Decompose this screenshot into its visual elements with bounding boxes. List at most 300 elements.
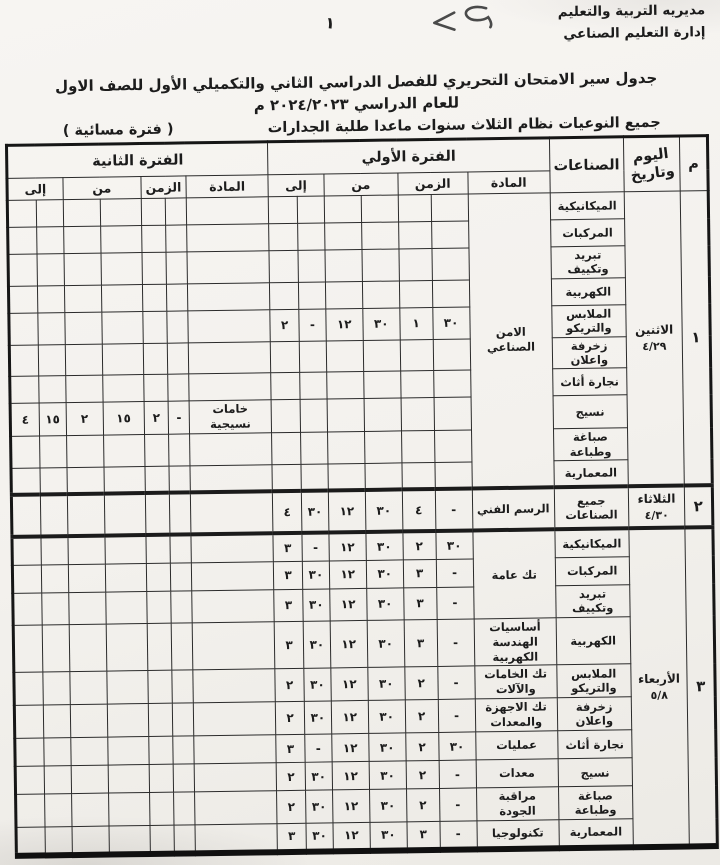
cell-subject-period2	[190, 492, 273, 535]
cell-period1-time: ٢	[276, 762, 305, 790]
cell-period1-time	[300, 399, 327, 432]
evening-period-note: ( فترة مسائية )	[62, 121, 174, 140]
cell-industry: المعمارية	[559, 819, 633, 848]
cell-period1-time: -	[299, 309, 326, 341]
cell-subject-period2	[194, 763, 277, 792]
cell-period1-time: ٢	[405, 733, 438, 761]
cell-industry: نجارة أثاث	[557, 730, 631, 759]
cell-period2-time	[11, 495, 41, 537]
cell-period1-time	[297, 196, 324, 223]
cell-period1-time	[362, 281, 399, 309]
cell-period2-time	[171, 591, 192, 623]
cell-period2-time	[174, 792, 195, 825]
cell-period2-time	[150, 825, 175, 853]
cell-period2-time	[172, 670, 193, 703]
cell-subject-period2	[190, 465, 273, 493]
cell-period2-time	[68, 592, 105, 624]
cell-period2-time	[37, 227, 64, 254]
cell-period2-time	[170, 535, 191, 563]
cell-period2-time	[65, 375, 102, 403]
cell-period2-time	[11, 468, 40, 495]
cell-period1-time: -	[305, 734, 332, 762]
col-header-period2: الفترة الثانية	[6, 142, 268, 179]
cell-period1-time: ٣٠	[366, 532, 403, 561]
cell-period1-time: ٣٠	[369, 761, 406, 790]
cell-period1-time: ٤	[273, 491, 302, 533]
cell-period1-time	[361, 222, 398, 250]
cell-period1-time: ٢	[406, 761, 439, 789]
cell-period1-time	[400, 371, 433, 398]
cell-period1-time	[398, 221, 431, 248]
cell-period1-time	[271, 400, 300, 433]
col-header-day-line1: اليوم	[631, 145, 670, 166]
cell-period2-time	[40, 467, 67, 494]
cell-period1-time: ٣٠	[368, 700, 405, 733]
cell-day-date-line2: ٤/٢٩	[642, 339, 667, 353]
cell-period1-time	[364, 431, 401, 463]
cell-period1-time: -	[436, 587, 473, 619]
cell-section-number: ٢	[685, 485, 713, 527]
org-line2: إدارة التعليم الصناعي	[563, 23, 706, 42]
cell-period1-time: ٤	[402, 489, 435, 531]
cell-period2-time	[71, 765, 108, 794]
cell-period1-time: ٣٠	[366, 560, 403, 589]
document-title: جدول سير الامتحان التحريري للفصل الدراسي الثاني والتكميلي الأول للصف الاول	[54, 68, 658, 96]
cell-period1-time	[325, 281, 362, 309]
cell-period2-time	[148, 703, 173, 736]
cell-period1-time	[363, 371, 400, 399]
cell-period2-time	[8, 227, 37, 254]
cell-period2-time	[72, 826, 109, 855]
cell-period1-time: ٣	[273, 561, 302, 589]
cell-period1-time: ٢	[406, 789, 439, 822]
cell-period2-time: ١٥	[103, 402, 145, 435]
cell-period1-time	[324, 195, 361, 223]
cell-period1-time: ١٢	[328, 490, 366, 533]
cell-period2-time	[101, 253, 143, 285]
cell-period2-time	[16, 794, 45, 827]
cell-subject-period2	[194, 735, 277, 764]
cell-period1-time: ٣٠	[306, 790, 333, 823]
cell-period2-time	[15, 738, 44, 766]
cell-day-date	[629, 528, 690, 847]
cell-period1-time: ١	[399, 307, 432, 339]
cell-period1-time: ٢	[277, 790, 306, 823]
cell-subject-period2	[189, 433, 272, 466]
cell-subject-period2	[193, 702, 276, 736]
cell-period1-time: ٣٠	[368, 733, 405, 762]
cell-subject-period2	[186, 197, 269, 225]
cell-period2-time	[11, 436, 40, 468]
cell-period2-time	[15, 766, 44, 794]
cell-day-date-line1: الأربعاء	[637, 671, 681, 686]
cell-period1-time	[401, 398, 434, 431]
cell-industry: الكهربية	[556, 616, 631, 665]
cell-period1-time	[361, 195, 398, 223]
cell-period1-time: ٣٠	[301, 491, 328, 533]
cell-industry: الميكانيكية	[555, 529, 629, 558]
academic-year-line: للعام الدراسي ٢٠٢٤/٢٠٢٣ م	[253, 93, 460, 115]
cell-subject-period2	[192, 590, 275, 623]
col-header-period1: الفترة الأولي	[268, 138, 550, 175]
cell-period1-time: ٣٠	[363, 308, 400, 340]
cell-period2-time	[13, 625, 43, 673]
cell-period2-time	[100, 226, 141, 254]
table-body	[7, 191, 717, 856]
cell-period2-time	[149, 736, 174, 764]
cell-period1-time: ٣٠	[432, 307, 469, 339]
cell-subject-period1: تك الاجهزة والمعدات	[475, 698, 558, 732]
cell-period1-time: ٣	[407, 821, 440, 849]
cell-period1-time	[271, 373, 300, 400]
cell-period2-time	[12, 537, 41, 565]
cell-period1-time: ٣٠	[435, 531, 472, 560]
cell-subject-period2	[187, 283, 270, 311]
cell-period1-time	[270, 282, 299, 309]
cell-section-number: ١	[680, 191, 712, 486]
cell-subject-period2	[194, 791, 277, 825]
cell-period1-time: ٣	[404, 619, 438, 667]
cell-period1-time: ٢	[275, 669, 304, 702]
cell-period2-time: -	[168, 401, 189, 434]
cell-subject-period2	[187, 251, 270, 284]
cell-subject-period1: معدات	[476, 759, 559, 788]
cell-period1-time: -	[302, 533, 329, 561]
cell-period2-time	[45, 794, 72, 827]
cell-period2-time	[41, 564, 68, 592]
cell-period2-time	[9, 344, 38, 376]
cell-period2-time	[64, 285, 101, 313]
cell-period1-time: ١٢	[332, 790, 369, 823]
cell-industry: زخرفة واعلان	[557, 697, 631, 731]
cell-period1-time: ٣٠	[304, 701, 331, 734]
cell-period2-time	[144, 434, 169, 466]
cell-period1-time	[435, 462, 472, 490]
cell-period1-time	[272, 464, 301, 491]
cell-industry: الكهربية	[551, 278, 625, 306]
cell-period2-time	[105, 535, 146, 564]
cell-period2-time	[42, 624, 69, 672]
col-header-duration-p1: الزمن	[398, 172, 468, 195]
cell-period1-time: ٢	[405, 667, 438, 700]
cell-period1-time	[270, 341, 299, 373]
cell-period2-time	[16, 827, 45, 855]
col-header-industries: الصناعات	[549, 137, 624, 193]
cell-period1-time	[433, 370, 470, 398]
cell-period2-time	[107, 671, 149, 704]
cell-day-date-line1: الثلاثاء	[637, 491, 676, 507]
col-header-day-line2: وتاريخ	[630, 162, 676, 184]
cell-period2-time	[149, 792, 174, 825]
cell-subject-period2	[188, 310, 271, 343]
cell-period1-time	[399, 248, 432, 280]
cell-period1-time	[431, 221, 468, 249]
cell-period2-time	[174, 764, 195, 792]
cell-period2-time	[70, 672, 107, 705]
cell-period2-time	[14, 705, 43, 738]
cell-subject-period1: الرسم الفني	[472, 488, 555, 531]
cell-period1-time: ١٢	[333, 822, 370, 851]
cell-period2-time	[141, 225, 166, 252]
cell-industry: نسيج	[553, 395, 627, 429]
cell-period2-time	[102, 343, 144, 375]
cell-period2-time	[41, 536, 68, 564]
cell-section-number: ٣	[685, 527, 717, 846]
cell-period2-time	[38, 312, 65, 344]
cell-subject-period2	[195, 824, 278, 853]
cell-period2-time	[104, 466, 145, 494]
cell-period1-time: ٣٠	[302, 561, 329, 589]
cell-subject-period2	[187, 224, 270, 252]
cell-period2-time: ١٥	[39, 403, 66, 436]
cell-period1-time: -	[439, 760, 476, 789]
top-area	[0, 0, 716, 69]
cell-period1-time: ٣٠	[303, 621, 330, 669]
cell-period1-time	[301, 432, 328, 464]
cell-subject-period1: مراقبة الجودة	[476, 787, 559, 821]
cell-period2-time	[145, 466, 170, 493]
cell-period1-time	[324, 222, 361, 250]
cell-period1-time: ٣٠	[438, 732, 475, 761]
cell-subject-period2	[192, 621, 275, 670]
cell-period2-time	[64, 253, 101, 285]
cell-period2-time	[143, 374, 168, 401]
cell-period2-time	[168, 374, 189, 401]
cell-period2-time	[168, 342, 189, 374]
cell-period2-time	[146, 591, 171, 623]
cell-period1-time	[300, 372, 327, 399]
cell-period1-time: ٣	[403, 587, 436, 619]
cell-period1-time	[400, 339, 433, 371]
col-header-day-date	[621, 133, 684, 194]
cell-period1-time: ١٢	[332, 762, 369, 791]
cell-period2-time	[12, 565, 41, 593]
cell-period2-time	[67, 494, 105, 537]
cell-period2-time	[147, 623, 172, 671]
cell-period1-time: ٢	[275, 702, 304, 735]
cell-period2-time	[70, 737, 107, 766]
cell-period2-time	[141, 198, 166, 225]
cell-period1-time: -	[438, 699, 475, 732]
cell-industry: الملابس والتريكو	[552, 305, 626, 338]
cell-period2-time	[64, 312, 101, 344]
col-header-number: م	[680, 136, 708, 191]
cell-period1-time: ١٢	[326, 308, 363, 340]
cell-period1-time	[362, 249, 399, 281]
cell-period2-time	[101, 311, 143, 343]
cell-period1-time: -	[440, 821, 477, 850]
cell-industry: نسيج	[558, 758, 632, 787]
cell-period2-time	[173, 736, 194, 764]
cell-period1-time	[434, 397, 471, 430]
cell-period2-time: ٢	[66, 402, 103, 435]
table-header	[6, 136, 708, 201]
cell-period2-time	[143, 343, 168, 375]
cell-period2-time	[44, 766, 71, 794]
cell-period2-time	[67, 467, 104, 495]
cell-period1-time	[363, 339, 400, 371]
cell-period2-time	[37, 285, 64, 312]
cell-period1-time	[401, 431, 434, 463]
cell-period2-time	[44, 738, 71, 766]
cell-period1-time	[298, 223, 325, 250]
cell-period2-time	[104, 493, 146, 536]
cell-industry: الملابس والتريكو	[557, 664, 631, 698]
cell-period1-time	[326, 372, 363, 400]
cell-period1-time	[272, 432, 301, 464]
cell-day-date	[628, 486, 685, 529]
cell-period1-time	[433, 338, 470, 370]
cell-period1-time	[432, 248, 469, 280]
cell-period2-time	[13, 593, 42, 625]
cell-period2-time	[14, 672, 43, 705]
cell-period2-time: ٢	[144, 401, 169, 434]
cell-period2-time	[148, 671, 173, 704]
cell-subject-period1: تك عامة	[472, 530, 555, 619]
cell-period1-time: ١٢	[329, 532, 366, 561]
cell-period2-time	[173, 703, 194, 736]
cell-period2-time	[40, 436, 67, 468]
cell-period1-time	[365, 463, 402, 491]
cell-period1-time: ٣	[274, 589, 303, 621]
cell-period1-time	[268, 196, 297, 223]
cell-period2-time	[63, 226, 100, 254]
col-header-to-p1: إلى	[268, 174, 324, 197]
cell-period1-time: ٣٠	[365, 490, 403, 533]
cell-period1-time: ١٢	[331, 734, 368, 763]
cell-period2-time	[43, 672, 70, 705]
cell-period2-time	[66, 435, 103, 467]
cell-industry: المعمارية	[554, 460, 628, 488]
cell-period1-time	[299, 340, 326, 372]
cell-subject-period2	[188, 341, 271, 374]
cell-period2-time	[107, 737, 148, 766]
cell-period1-time	[402, 462, 435, 489]
cell-period2-time	[103, 435, 145, 467]
cell-period2-time	[172, 622, 193, 670]
cell-industry: الميكانيكية	[550, 192, 624, 220]
cell-period1-time	[434, 430, 471, 462]
cell-subject-period1: عمليات	[475, 731, 558, 760]
cell-industry: تبريد وتكييف	[551, 246, 625, 279]
cell-period1-time: ٣٠	[304, 668, 331, 701]
cell-subject-period1: تكنولوجيا	[477, 820, 560, 849]
col-header-subject-p1: المادة	[467, 171, 550, 194]
exam-schedule-table	[5, 134, 719, 858]
col-header-subject-p2: المادة	[186, 175, 269, 198]
cell-period2-time	[169, 466, 190, 493]
cell-period1-time	[301, 464, 328, 491]
cell-period2-time	[166, 225, 187, 252]
cell-period1-time: ١٢	[329, 588, 366, 620]
cell-period2-time	[109, 826, 150, 855]
cell-period2-time	[43, 705, 70, 738]
page-number: ١	[324, 12, 337, 33]
cell-period1-time: -	[439, 788, 476, 821]
cell-industry: جميع الصناعات	[554, 487, 629, 530]
cell-period2-time	[36, 200, 63, 227]
cell-period2-time	[169, 434, 190, 466]
cell-period2-time	[105, 591, 147, 623]
cell-period2-time	[45, 827, 72, 855]
cell-period1-time	[327, 432, 364, 464]
cell-industry: تبريد وتكييف	[555, 585, 629, 618]
cell-industry: المركبات	[555, 557, 629, 586]
cell-period1-time: ٣٠	[370, 822, 407, 851]
cell-period2-time	[9, 313, 38, 345]
cell-period2-time	[40, 494, 67, 536]
cell-period1-time	[399, 280, 432, 307]
cell-period1-time	[328, 463, 365, 491]
cell-period2-time	[65, 344, 102, 376]
cell-subject-period2	[189, 373, 272, 401]
cell-period1-time: ١٢	[331, 701, 368, 734]
cell-period2-time	[42, 592, 69, 624]
cell-period1-time: ٣٠	[367, 620, 405, 668]
cell-period2-time	[37, 254, 64, 286]
col-header-from-p2: من	[63, 177, 141, 200]
cell-period2-time	[108, 793, 150, 826]
cell-period1-time: ٣٠	[305, 762, 332, 790]
cell-period1-time	[269, 223, 298, 250]
cell-period2-time	[8, 286, 37, 313]
cell-period1-time: -	[437, 619, 475, 667]
cell-period2-time	[38, 344, 65, 376]
cell-period1-time: ٣	[274, 621, 304, 669]
cell-period1-time: ٢	[403, 531, 436, 559]
cell-period2-time	[68, 564, 105, 593]
cell-period2-time	[39, 376, 66, 403]
cell-period2-time	[63, 199, 100, 227]
cell-period2-time	[171, 563, 192, 591]
cell-industry: صباغة وطباعة	[553, 428, 627, 461]
cell-period2-time	[69, 624, 107, 672]
cell-period1-time: ١٢	[331, 668, 368, 701]
cell-period1-time	[269, 250, 298, 282]
cell-period2-time	[102, 375, 143, 403]
cell-period1-time: ٣٠	[303, 589, 330, 621]
cell-day-date	[624, 191, 685, 487]
org-header	[549, 0, 706, 45]
subtitle: جميع النوعيات نظام الثلاث سنوات ماعدا طلبة الجدارات	[267, 114, 661, 137]
cell-period2-time	[145, 493, 170, 535]
cell-period1-time: ٣	[276, 734, 305, 762]
cell-period1-time	[431, 194, 468, 222]
cell-period2-time	[105, 563, 146, 592]
cell-period2-time	[70, 704, 107, 737]
cell-period2-time	[7, 200, 36, 227]
handwritten-mark-icon	[410, 0, 507, 47]
cell-day-date-line1: الاثنين	[634, 322, 674, 338]
cell-period2-time	[146, 535, 171, 563]
cell-period2-time	[8, 254, 37, 286]
col-header-from-p1: من	[324, 173, 398, 196]
cell-period1-time	[398, 194, 431, 221]
cell-period1-time: ١٢	[329, 560, 366, 589]
cell-period2-time	[100, 199, 141, 227]
cell-period1-time	[325, 249, 362, 281]
col-header-to-p2: إلى	[7, 178, 63, 201]
cell-period2-time	[143, 311, 168, 343]
cell-period1-time	[326, 340, 363, 372]
org-line1: مديريه التربية والتعليم	[557, 2, 706, 21]
cell-period2-time	[166, 198, 187, 225]
cell-period1-time	[298, 282, 325, 309]
cell-period1-time: ٣٠	[366, 588, 403, 620]
cell-period1-time: ٣	[273, 533, 302, 561]
cell-period2-time	[107, 704, 149, 737]
cell-period1-time	[364, 398, 401, 431]
